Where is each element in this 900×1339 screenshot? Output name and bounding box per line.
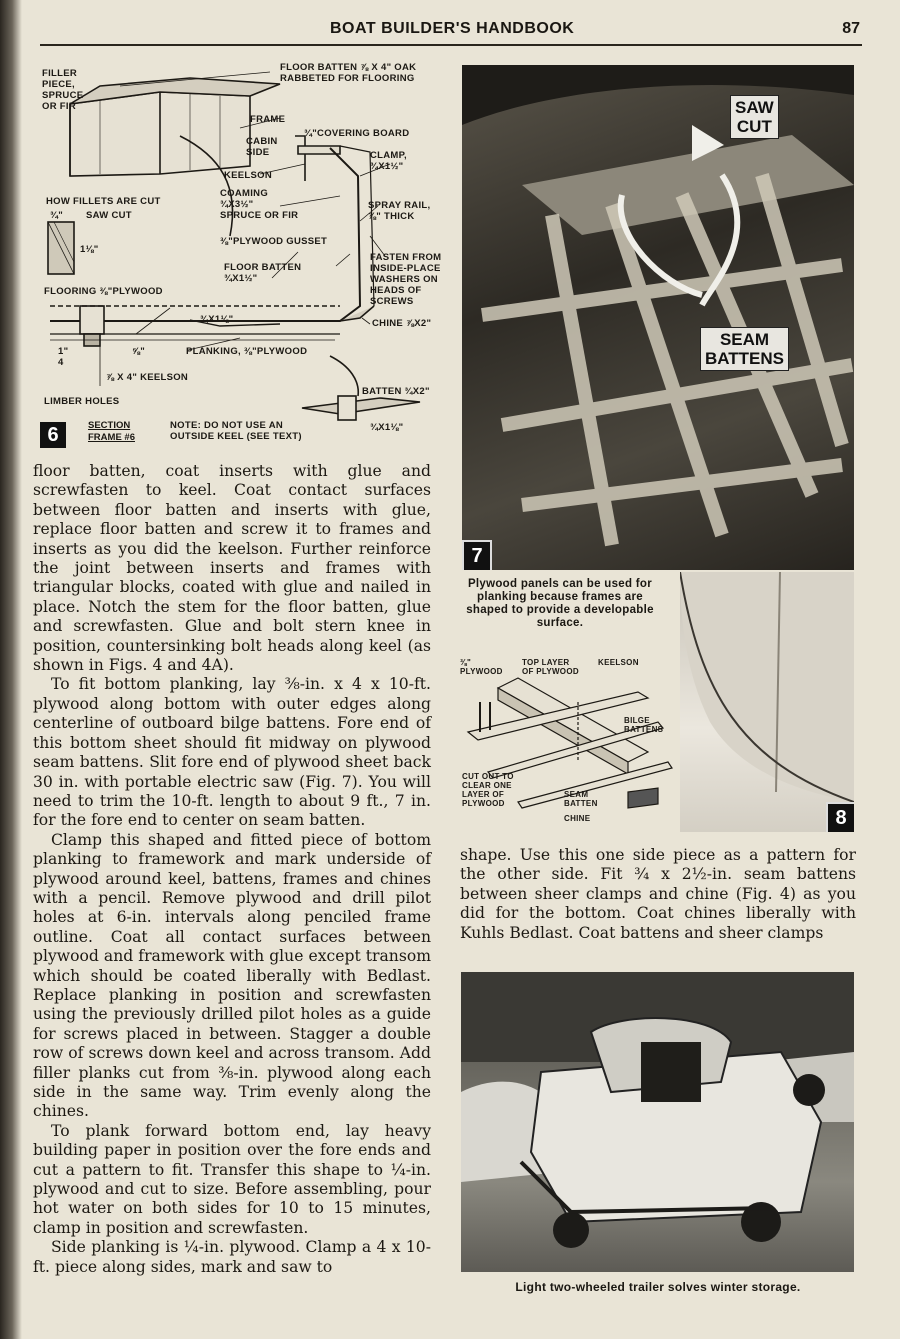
paragraph: To plank forward bottom end, lay heavy building paper in position over the fore ends and cut a pattern to fit. Transfer this shape to ¼-in. plywood and cut to size. Before assembling, pour hot water on both sides for 10 to 15 minutes, clamp in position and screwfasten. <box>33 1121 431 1237</box>
label-saw-cut: SAW CUT <box>86 210 132 221</box>
header-rule <box>40 44 862 46</box>
label-keelson: KEELSON <box>224 170 273 181</box>
label-chine: CHINE ⅞X2" <box>372 318 432 329</box>
figure-6-diagram <box>40 56 450 456</box>
label-spray-rail: SPRAY RAIL, ⅞" THICK <box>368 200 431 222</box>
label-fasten-note: FASTEN FROM INSIDE-PLACE WASHERS ON HEADS OF SCREWS <box>370 252 442 307</box>
label-keelson-bottom: ⅞ X 4" KEELSON <box>106 372 189 383</box>
paragraph: Clamp this shaped and fitted piece of bottom planking to framework and mark underside of plywood around keel, battens, frames and chines with a pencil. Remove plywood and drill pilot holes at 6-in. intervals along penciled frame outline. Coat all contact surfaces between plywood and framework with glue except transom which should be coated liberally with Bedlast. Replace planking in position and screwfasten using the previously drilled pilot holes as a guide for screws placed in between. Stagger a double row of screws down keel and across transom. Add filler planks cut from ⅜-in. plywood along each side in the same way. Trim evenly along the chines. <box>33 830 431 1121</box>
callout-seam-battens: SEAM BATTENS <box>700 327 789 371</box>
paragraph: Side planking is ¼-in. plywood. Clamp a 4 x 10-ft. piece along sides, mark and saw to <box>33 1238 431 1276</box>
label-filler: FILLER PIECE, SPRUCE OR FIR <box>42 68 84 112</box>
label-dim-1-1-8: 1⅛" <box>80 244 99 255</box>
figure-8-photo <box>680 572 854 832</box>
label-dim-3-4: ¾" <box>50 210 64 221</box>
label-batten: BATTEN ¾X2" <box>362 386 430 397</box>
label-floor-batten: FLOOR BATTEN ⅞ X 4" OAK RABBETED FOR FLOORING <box>280 62 417 84</box>
right-column-text <box>460 846 856 943</box>
paragraph: floor batten, coat inserts with glue and screwfasten to keel. Coat contact surfaces between floor batten and inserts with glue, replace floor batten and screw it to frames and inserts as you did the keelson. Further reinforce the joint between inserts and frames with triangular blocks, coated with glue and nailed in place. Notch the stem for the floor batten, glue and screwfasten. Glue and bolt stern knee in position, countersinking bolt heads along keel (as shown in Figs. 4 and 4A). <box>33 462 431 675</box>
figure-8-diagram <box>458 652 680 828</box>
label-flooring: FLOORING ⅜"PLYWOOD <box>44 286 163 297</box>
section-frame-label: SECTION FRAME #6 <box>88 420 135 443</box>
figure-number-6: 6 <box>40 422 66 448</box>
running-header <box>300 20 860 46</box>
label-covering-board: ¾"COVERING BOARD <box>304 128 410 139</box>
label-bilge-battens: BILGE BATTENS <box>624 716 664 734</box>
label-batten-small: ¾X1⅛" <box>370 422 404 433</box>
figure-7-photo <box>462 65 854 570</box>
label-seam-batten: SEAM BATTEN <box>564 790 598 808</box>
label-dim-1-4: 1" 4 <box>58 346 69 368</box>
label-planking: PLANKING, ⅜"PLYWOOD <box>186 346 308 357</box>
left-column-text <box>33 462 431 1277</box>
figure-number-8: 8 <box>826 802 854 832</box>
note-outside-keel: NOTE: DO NOT USE AN OUTSIDE KEEL (SEE TEXT) <box>170 420 302 442</box>
paragraph: To fit bottom planking, lay ⅜-in. x 4 x 10-ft. plywood along bottom with outer edges along centerline of outboard bilge battens. Fore end of this bottom sheet should fit midway on plywood seam battens. Slit fore end of plywood sheet back 30 in. with portable electric saw (Fig. 7). You will need to trim the 10-ft. length to about 9 ft., 7 in. for the fore end to center on seam batten. <box>33 675 431 830</box>
page-number: 87 <box>842 20 860 37</box>
figure-7-caption: Plywood panels can be used for planking because frames are shaped to provide a developable surface. <box>466 578 654 629</box>
trailer-caption: Light two-wheeled trailer solves winter storage. <box>515 1280 801 1294</box>
label-cabin-side: CABIN SIDE <box>246 136 278 158</box>
label-dim-3-4x1-1-8: ¾X1⅛" <box>200 314 234 325</box>
boat-frame-photo-drawing <box>462 65 854 570</box>
hull-photo-drawing <box>680 572 854 832</box>
paragraph: shape. Use this one side piece as a pattern for the other side. Fit ¾ x 2½-in. seam battens between sheer clamps and chine (Fig. 4) as you did for the bottom. Coat chines liberally with Kuhls Bedlast. Coat battens and sheer clamps <box>460 846 856 942</box>
trailer-photo <box>461 972 854 1272</box>
label-cut-out: CUT OUT TO CLEAR ONE LAYER OF PLYWOOD <box>462 772 514 808</box>
label-dim-5-8: ⅝" <box>132 346 146 357</box>
label-limber-holes: LIMBER HOLES <box>44 396 120 407</box>
label-frame: FRAME <box>250 114 286 125</box>
running-title: BOAT BUILDER'S HANDBOOK <box>330 20 575 37</box>
binding-gutter <box>0 0 22 1339</box>
label-floor-batten-small: FLOOR BATTEN ¾X1½" <box>224 262 302 284</box>
label-how-fillets: HOW FILLETS ARE CUT <box>46 196 161 207</box>
label-keelson: KEELSON <box>598 658 639 667</box>
label-plywood: ⅜" PLYWOOD <box>460 658 503 676</box>
label-clamp: CLAMP, ¾X1½" <box>370 150 407 172</box>
label-chine: CHINE <box>564 814 591 823</box>
callout-saw-cut: SAW CUT <box>730 95 779 139</box>
label-coaming: COAMING ¾X3½" SPRUCE OR FIR <box>220 188 299 221</box>
label-gusset: ⅜"PLYWOOD GUSSET <box>220 236 328 247</box>
label-top-layer: TOP LAYER OF PLYWOOD <box>522 658 579 676</box>
figure-number-7: 7 <box>462 540 492 570</box>
boat-on-trailer-drawing <box>461 972 854 1272</box>
